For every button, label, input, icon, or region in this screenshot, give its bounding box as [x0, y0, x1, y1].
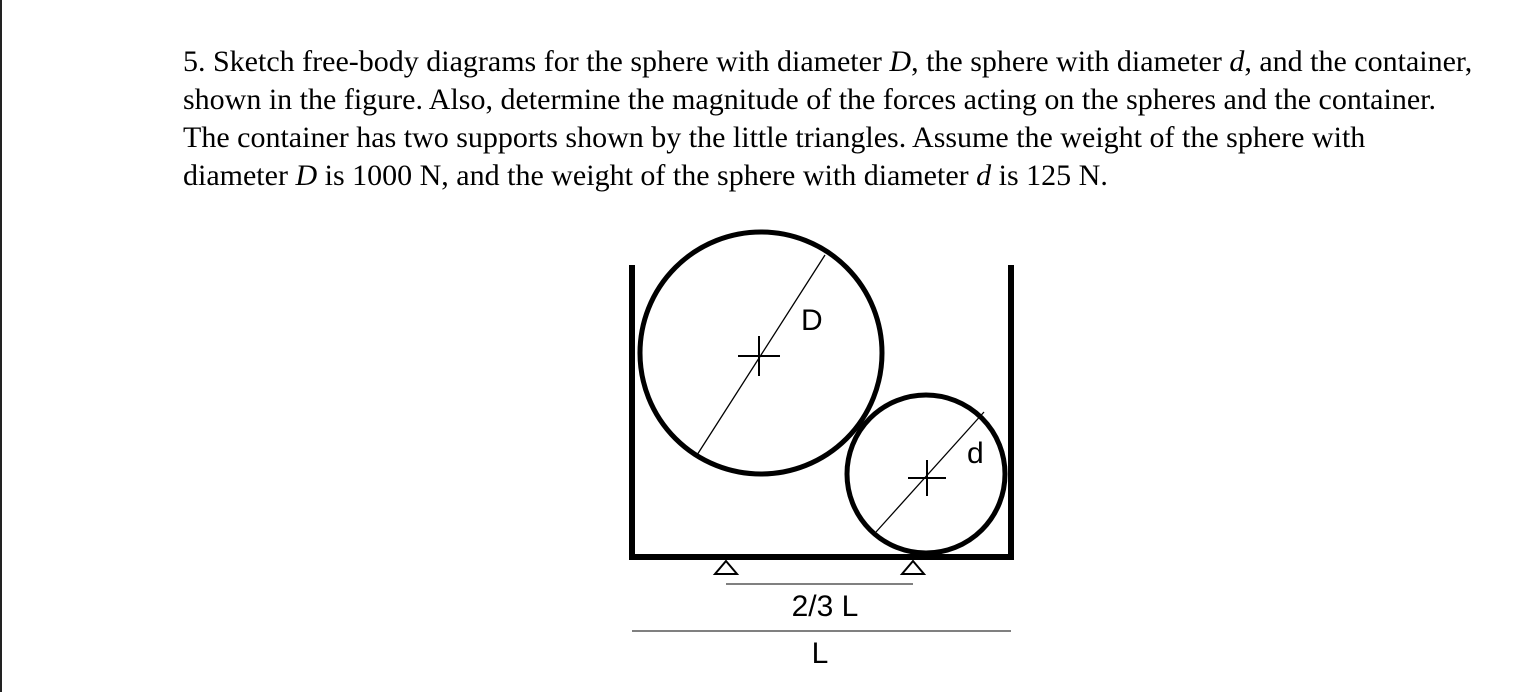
problem-number: 5. — [183, 45, 206, 78]
problem-text-part: is 1000 N, and the weight of the sphere with diameter — [317, 159, 977, 192]
container-width-label: L — [811, 637, 829, 670]
large-diameter-symbol: D — [889, 45, 912, 78]
large-diameter-symbol: D — [295, 159, 318, 192]
problem-text-part: Sketch free-body diagrams for the sphere with diameter — [205, 45, 890, 78]
problem-text-part: is 125 N. — [991, 159, 1108, 192]
small-sphere — [847, 395, 1005, 553]
small-sphere-label: d — [967, 437, 984, 470]
small-diameter-symbol: d — [1229, 45, 1245, 78]
problem-text-part: , the sphere with diameter — [911, 45, 1230, 78]
left-support-triangle — [715, 561, 737, 574]
support-spacing-label: 2/3 L — [791, 590, 859, 623]
small-diameter-symbol: d — [976, 159, 992, 192]
large-sphere-label: D — [801, 304, 823, 337]
right-support-triangle — [902, 561, 924, 574]
large-sphere — [640, 232, 882, 474]
supports — [715, 561, 924, 574]
large-sphere-outline — [640, 232, 882, 474]
small-sphere-diameter-line — [876, 412, 984, 532]
problem-text-part: , and the container, shown in the figure. Also, determine the magnitude of the forces acting on the spheres and the container. The container has two supports shown by the little triangles. Assume the weight of the sphere with diameter — [183, 45, 1473, 192]
